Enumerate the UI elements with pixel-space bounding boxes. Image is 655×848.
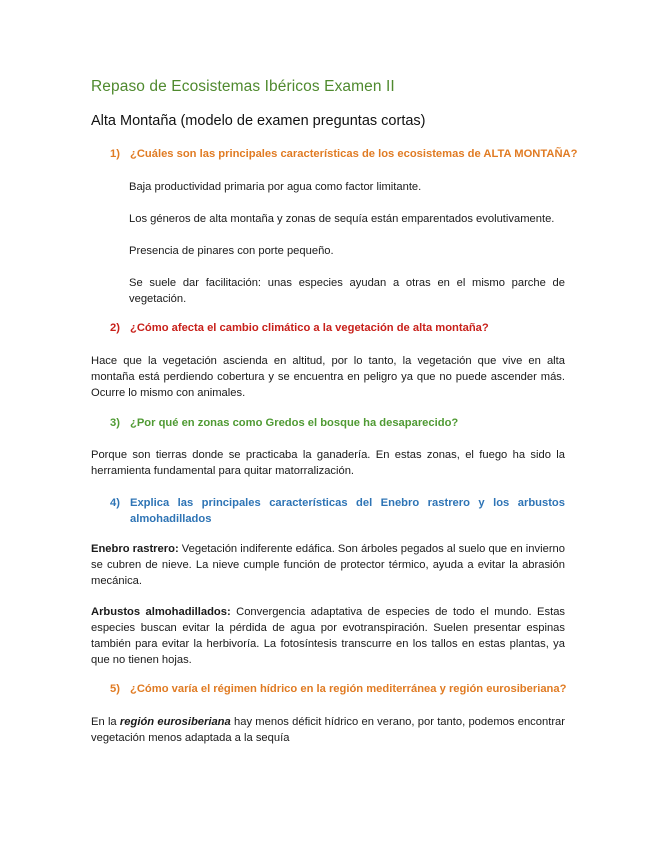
answer-5 xyxy=(91,714,565,746)
document-subtitle: Alta Montaña (modelo de examen preguntas cortas) xyxy=(91,113,426,129)
question-text: ¿Cómo varía el régimen hídrico en la región mediterránea y región eurosiberiana? xyxy=(130,683,567,695)
question-text: ¿Cómo afecta el cambio climático a la vegetación de alta montaña? xyxy=(130,322,489,334)
question-text: Explica las principales características del Enebro rastrero y los arbustos almohadillados xyxy=(130,497,565,525)
answer-5-emphasis: región eurosiberiana xyxy=(119,716,231,728)
answer-4-enebro xyxy=(91,541,565,589)
answer-1-point-1: Baja productividad primaria por agua como factor limitante. xyxy=(129,181,422,193)
question-5 xyxy=(110,683,566,695)
answer-1-point-4: Se suele dar facilitación: unas especies ayudan a otras en el mismo parche de vegetación. xyxy=(129,277,565,305)
question-number: 5) xyxy=(110,683,120,695)
question-number: 4) xyxy=(110,497,120,509)
question-3 xyxy=(110,417,458,429)
answer-2: Hace que la vegetación ascienda en altitud, por lo tanto, la vegetación que vive en alta montaña está perdiendo cobertura y se encuentra en peligro ya que no puede ascender más. Ocurre lo mismo con animales. xyxy=(91,355,565,399)
answer-5-suffix: hay menos déficit hídrico en verano, por tanto, podemos encontrar vegetación menos adaptada a la sequía xyxy=(91,716,565,744)
question-4 xyxy=(110,495,565,527)
enebro-label: Enebro rastrero: xyxy=(91,543,179,555)
document-title: Repaso de Ecosistemas Ibéricos Examen II xyxy=(91,78,395,95)
question-2 xyxy=(110,322,489,334)
answer-5-prefix: En la xyxy=(91,716,120,728)
answer-1-point-3: Presencia de pinares con porte pequeño. xyxy=(129,245,334,257)
question-text: ¿Por qué en zonas como Gredos el bosque ha desaparecido? xyxy=(130,417,459,429)
question-number: 1) xyxy=(110,148,120,160)
answer-3: Porque son tierras donde se practicaba la ganadería. En estas zonas, el fuego ha sido la herramienta fundamental para quitar matorralización. xyxy=(91,449,565,477)
answer-4-arbustos xyxy=(91,604,565,668)
answer-1-point-2: Los géneros de alta montaña y zonas de sequía están emparentados evolutivamente. xyxy=(129,213,555,225)
arbustos-text: Convergencia adaptativa de especies de todo el mundo. Estas especies buscan evitar la pérdida de agua por evotranspiración. Suelen presentar espinas también para evitar la herbivoría. La fotosíntesis transcurre en los tallos en estas plantas, ya que no tienen hojas. xyxy=(91,606,566,666)
question-text: ¿Cuáles son las principales características de los ecosistemas de ALTA MONTAÑA? xyxy=(130,148,578,160)
question-number: 3) xyxy=(110,417,120,429)
question-number: 2) xyxy=(110,322,120,334)
question-1 xyxy=(110,148,577,160)
arbustos-label: Arbustos almohadillados: xyxy=(91,606,231,618)
enebro-text: Vegetación indiferente edáfica. Son árboles pegados al suelo que en invierno se cubren de nieve. La nieve cumple función de protector térmico, ayuda a evitar la abrasión mecánica. xyxy=(91,543,565,587)
